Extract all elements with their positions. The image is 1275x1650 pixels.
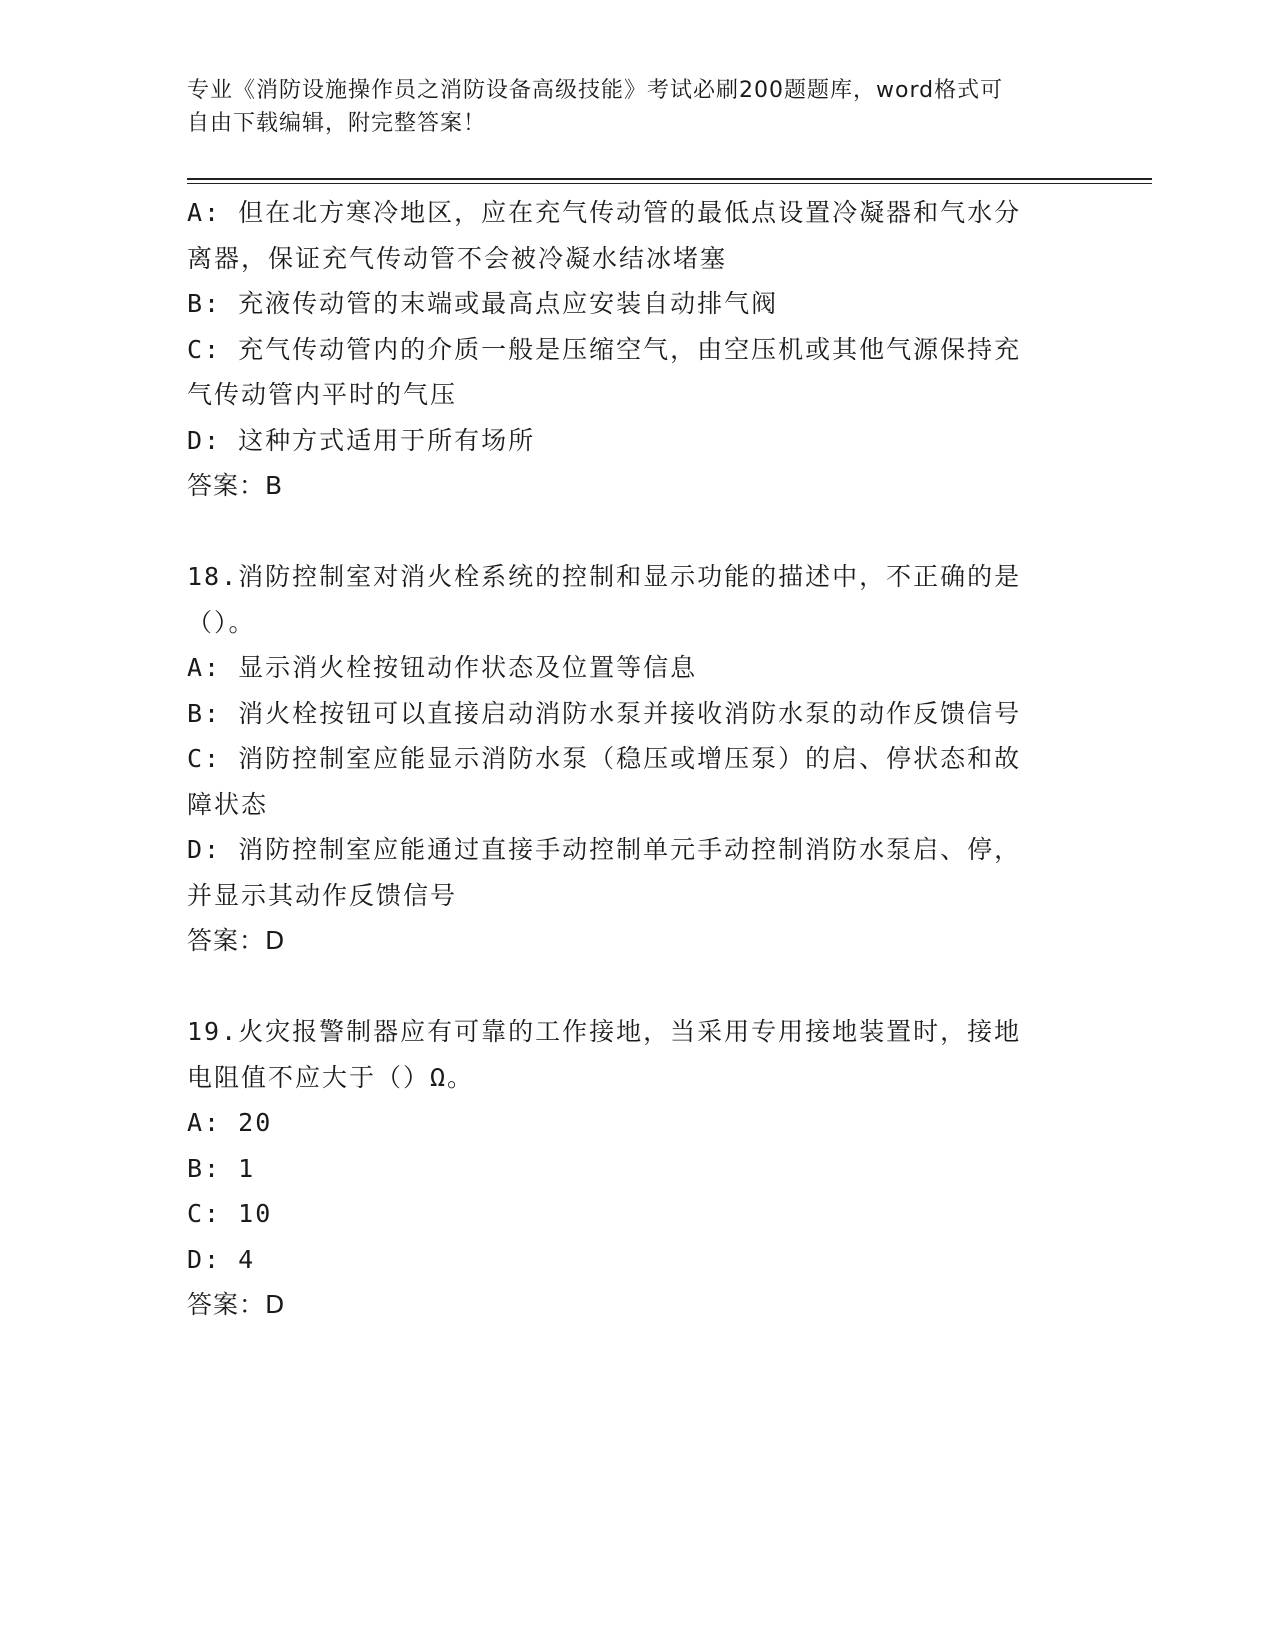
document-header bbox=[187, 74, 1087, 140]
q19-option-a: A: 20 bbox=[187, 1108, 273, 1137]
header-line-1: 专业《消防设施操作员之消防设备高级技能》考试必刷200题题库，word格式可 bbox=[187, 78, 1004, 103]
q18-option-d-line-1: D: 消防控制室应能通过直接手动控制单元手动控制消防水泵启、停， bbox=[187, 835, 1022, 864]
q18-option-b: B: 消火栓按钮可以直接启动消防水泵并接收消防水泵的动作反馈信号 bbox=[187, 698, 1022, 728]
q19-answer: 答案：D bbox=[187, 1290, 286, 1319]
spacer bbox=[187, 509, 1067, 555]
q17-option-b: B: 充液传动管的末端或最高点应安装自动排气阀 bbox=[187, 289, 779, 318]
q17-answer: 答案：B bbox=[187, 471, 284, 500]
q18-option-a: A: 显示消火栓按钮动作状态及位置等信息 bbox=[187, 653, 698, 682]
q17-option-c-line-2: 气传动管内平时的气压 bbox=[187, 380, 458, 409]
question-18-block bbox=[187, 554, 1067, 964]
q18-answer: 答案：D bbox=[187, 926, 286, 955]
q19-option-c: C: 10 bbox=[187, 1199, 273, 1228]
q17-option-d: D: 这种方式适用于所有场所 bbox=[187, 425, 536, 455]
q19-stem-line-1: 19.火灾报警制器应有可靠的工作接地，当采用专用接地装置时，接地 bbox=[187, 1017, 1022, 1046]
spacer bbox=[187, 964, 1067, 1010]
q17-option-a-line-2: 离器，保证充气传动管不会被冷凝水结冰堵塞 bbox=[187, 243, 728, 273]
header-line-2: 自由下载编辑，附完整答案！ bbox=[187, 111, 487, 136]
q18-stem-line-1: 18.消防控制室对消火栓系统的控制和显示功能的描述中，不正确的是 bbox=[187, 562, 1022, 591]
document-body bbox=[187, 190, 1067, 1328]
question-19-block bbox=[187, 1009, 1067, 1328]
q19-option-b: B: 1 bbox=[187, 1153, 256, 1183]
q18-stem-line-2: （）。 bbox=[187, 607, 256, 637]
q18-option-d-line-2: 并显示其动作反馈信号 bbox=[187, 880, 458, 910]
q17-option-c-line-1: C: 充气传动管内的介质一般是压缩空气，由空压机或其他气源保持充 bbox=[187, 334, 1022, 364]
q19-option-d: D: 4 bbox=[187, 1244, 256, 1274]
q19-stem-line-2: 电阻值不应大于（）Ω。 bbox=[187, 1062, 475, 1092]
question-17-block bbox=[187, 190, 1067, 509]
q18-option-c-line-2: 障状态 bbox=[187, 789, 269, 819]
header-divider bbox=[187, 178, 1152, 184]
q17-option-a-line-1: A: 但在北方寒冷地区，应在充气传动管的最低点设置冷凝器和气水分 bbox=[187, 198, 1022, 227]
q18-option-c-line-1: C: 消防控制室应能显示消防水泵（稳压或增压泵）的启、停状态和故 bbox=[187, 744, 1022, 773]
